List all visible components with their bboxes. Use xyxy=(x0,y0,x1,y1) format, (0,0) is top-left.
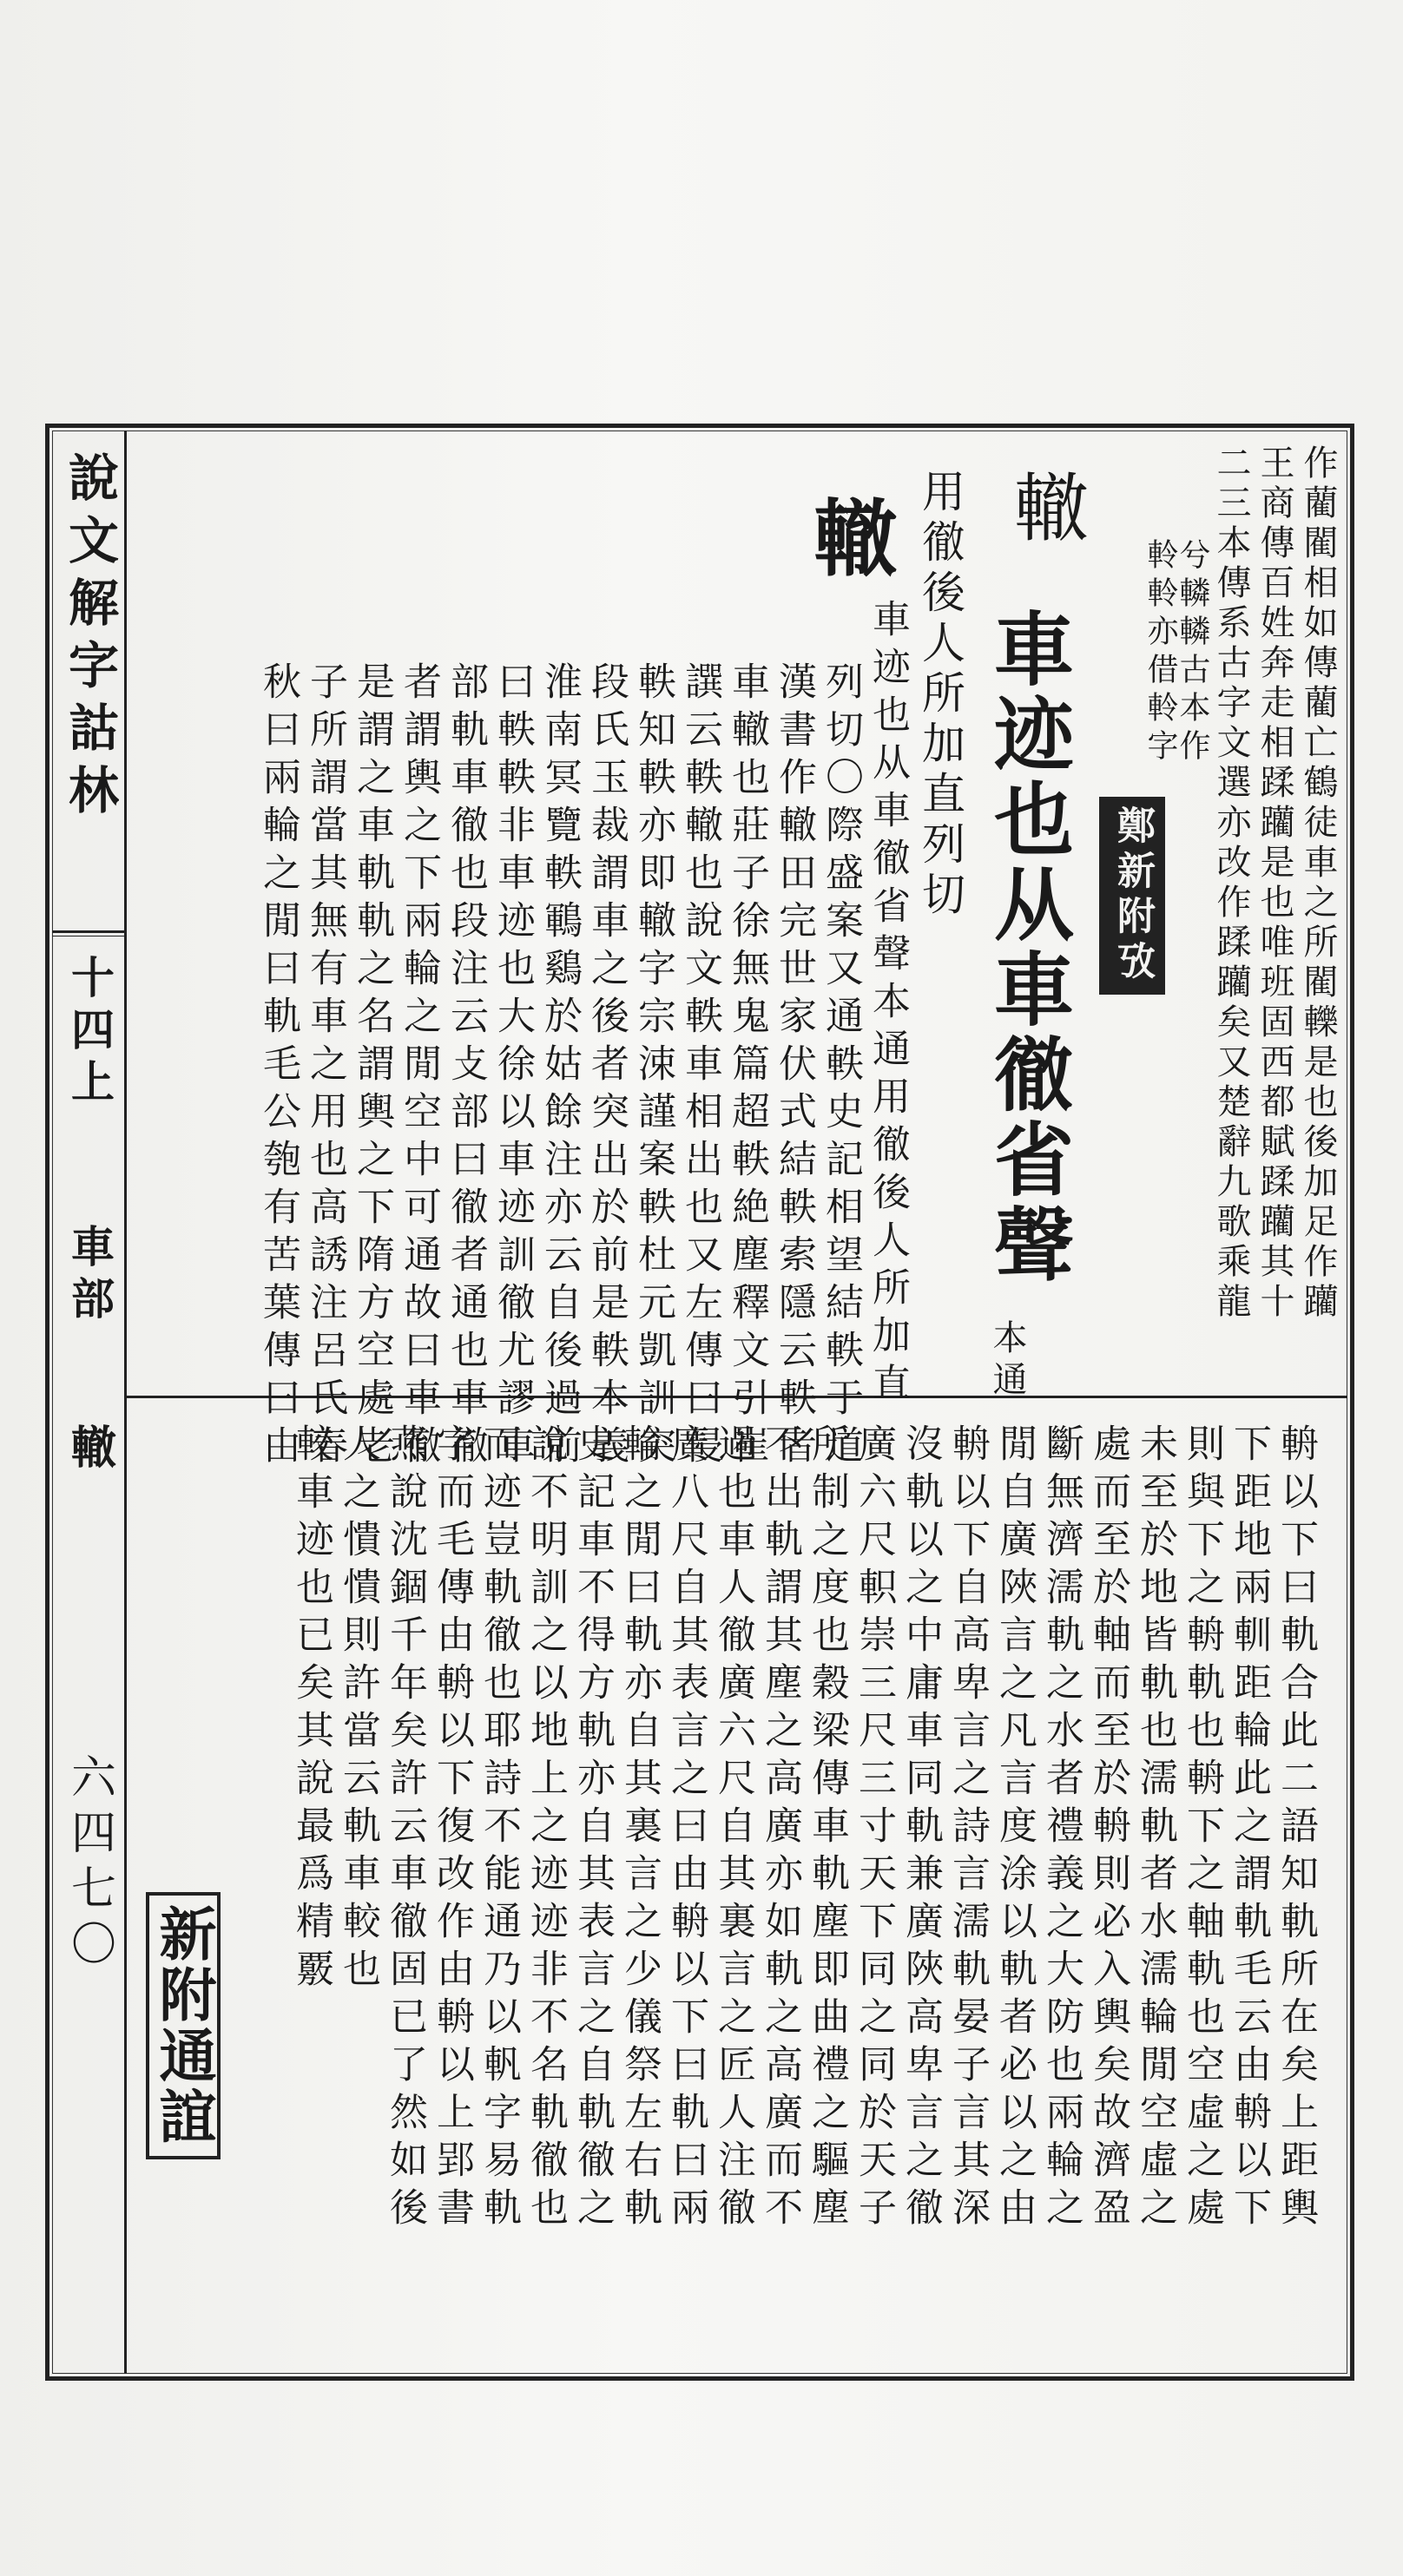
text-column-note: 用徹後人所加直列切 xyxy=(915,469,965,922)
text-column: 輈以下曰軌合此二語知軌所在矣上距輿 xyxy=(1274,1423,1318,2235)
text-column: 而迹豈軌徹也耶詩不能通乃以軓字易軌 xyxy=(477,1423,521,2235)
text-column: 人之憒憒則許當云軌車較也 xyxy=(336,1423,380,1996)
text-column: 斷無濟濡軌之水者禮義之大防也兩輪之 xyxy=(1039,1423,1084,2235)
text-column-small: 兮轔轔古本作 xyxy=(1175,538,1210,767)
book-title: 說文解字詁林 xyxy=(60,451,119,826)
text-column: 廣八尺自其表言之曰由輈以下曰軌曰兩 xyxy=(664,1423,708,2235)
text-column: 輪之閒曰軌亦自其裏言之少儀祭左右軌 xyxy=(617,1423,662,2235)
text-column: 閒自廣陜言之凡言度涂以軌者必以之由 xyxy=(992,1423,1037,2235)
text-column: 說不明訓之以地上之迹迹非不名軌徹也 xyxy=(524,1423,568,2235)
text-column-small: 軨軨亦借軨字 xyxy=(1143,538,1178,767)
text-column: 秋曰兩輪之閒曰軌毛公匏有苦葉傳曰由 xyxy=(256,661,300,1473)
text-column: 曰軼軼非車迹也大徐以車迹訓徹尤謬車 xyxy=(491,661,535,1473)
radical-label: 車部 xyxy=(64,1224,115,1328)
text-column: 過也車人徹廣六尺自其裏言之匠人注徹 xyxy=(711,1423,755,2235)
text-column: 王商傳百姓奔走相蹂躪是也唯班固西都賦蹂躪其十 xyxy=(1255,444,1294,1323)
headword-gloss: 車迹也从車徹省聲 xyxy=(981,608,1075,1288)
text-column: 車轍也莊子徐無鬼篇超軼絶塵釋文引崔 xyxy=(725,661,769,1473)
text-column: 作藺閵相如傳藺亡鶴徒車之所閵轢是也後加足作躪 xyxy=(1298,444,1338,1323)
text-column: 燕說沈錮千年矣許云車徹固已了然如後 xyxy=(383,1423,427,2235)
text-column: 沒軌以之中庸車同軌兼廣陜高卑言之徹 xyxy=(899,1423,943,2235)
text-column: 者謂輿之下兩輪之閒空中可通故曰車徹 xyxy=(397,661,441,1473)
text-column: 所制之度也穀梁傳車軌塵即曲禮之驅塵 xyxy=(805,1423,849,2235)
supplement-stamp: 鄭新附攷 xyxy=(1099,797,1165,995)
text-column: 較車迹也已矣其說最爲精覈 xyxy=(289,1423,333,1996)
supplement-stamp-outline: 新附通誼 xyxy=(146,1892,221,2159)
page-number: 六四七〇 xyxy=(63,1753,115,1975)
text-column: 是謂之車軌軌之名謂輿之下隋方空處老 xyxy=(350,661,394,1473)
text-column: 不出軌謂其塵之高廣亦如軌之高廣而不 xyxy=(758,1423,802,2235)
text-column: 則與下之輈軌也輈下之軸軌也空虛之處 xyxy=(1180,1423,1224,2235)
text-column: 子所謂當其無有車之用也高誘注呂氏春 xyxy=(303,661,347,1473)
text-column: 輈以下自高卑言之詩言濡軌晏子言其深 xyxy=(945,1423,990,2235)
text-column: 二三本傳系古字文選亦改作蹂躪矣又楚辭九歌乘龍 xyxy=(1211,444,1251,1323)
text-column: 下距地兩䡅距輪此之謂軌毛云由輈以下 xyxy=(1227,1423,1271,2235)
text-column: 廣六尺軹崇三尺三寸天下同之同於天子 xyxy=(852,1423,896,2235)
section-label: 十四上 xyxy=(64,955,115,1111)
text-column: 軼知軼亦即轍字宗涑謹案軼杜元凱訓突 xyxy=(631,661,675,1473)
entry-char-label: 轍 xyxy=(63,1423,116,1481)
text-column: 列切〇際盛案又通軼史記相望結軼于道 xyxy=(819,661,863,1473)
text-column: 淮南冥覽軼鶤鷄於姑餘注亦云自後過前 xyxy=(537,661,582,1473)
text-column: 處而至於軸而至於輈則必入輿矣故濟盈 xyxy=(1086,1423,1130,2235)
entry-headchar: 轍 xyxy=(800,495,899,588)
text-column: 漢書作轍田完世家伏式結軼索隱云軼者 xyxy=(772,661,816,1473)
text-column: 字而毛傳由輈以下復改作由輈以上郢書 xyxy=(430,1423,474,2235)
margin-divider xyxy=(52,930,127,933)
text-column: 未至於地皆軌也濡軌者水濡輪閒空虛之 xyxy=(1133,1423,1177,2235)
seal-script-headword: 轍 xyxy=(1001,469,1088,553)
text-column: 譔云軼轍也說文軼車相出也又左傳曰侵 xyxy=(678,661,722,1473)
headword-tag: 本通 xyxy=(987,1319,1027,1403)
text-column: 車迹也从車徹省聲本通用徹後人所加直 xyxy=(866,599,910,1410)
text-column: 史記車不得方軌亦自其表言之自軌徹之 xyxy=(570,1423,615,2235)
text-column: 部軌車徹也段注云攴部曰徹者通也車徹 xyxy=(444,661,488,1473)
text-column: 段氏玉裁謂車之後者突出於前是軼本義 xyxy=(584,661,629,1473)
